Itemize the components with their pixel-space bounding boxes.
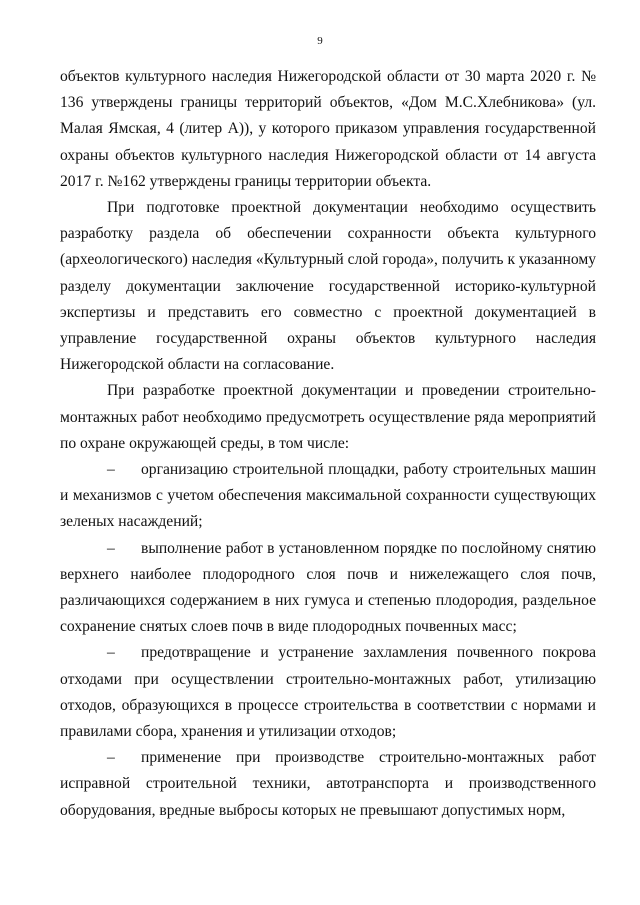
list-item <box>60 536 596 641</box>
list-item <box>60 457 596 536</box>
paragraph-continuation: объектов культурного наследия Нижегородской области от 30 марта 2020 г. № 136 утверждены границы территорий объектов, «Дом М.С.Хлебникова» (ул. Малая Ямская, 4 (литер А)), у которого приказом управления государственной охраны объектов культурного наследия Нижегородской области от 14 августа 2017 г. №162 утверждены границы территории объекта. <box>60 68 596 190</box>
page-number: 9 <box>317 35 323 47</box>
dash-marker: – <box>107 539 115 557</box>
dash-marker: – <box>107 461 115 479</box>
list-item <box>60 640 596 745</box>
dash-marker: – <box>107 749 115 767</box>
list-item <box>60 745 596 824</box>
list-item-text: предотвращение и устранение захламления почвенного покрова отходами при осуществлении строительно-монтажных работ, утилизацию отходов, образующихся в процессе строительства в соответствии с нормами и правилами сбора, хранения и утилизации отходов; <box>60 644 596 741</box>
paragraph-design-documentation: При подготовке проектной документации необходимо осуществить разработку раздела об обеспечении сохранности объекта культурного (археологического) наследия «Культурный слой города», получить к указанному разделу документации заключение государственной историко-культурной экспертизы и представить его совместно с проектной документацией в управление государственной охраны объектов культурного наследия Нижегородской области на согласование. <box>60 199 596 374</box>
list-item-text: выполнение работ в установленном порядке по послойному снятию верхнего наиболее плодородного слоя почв и нижележащего слоя почв, различающихся содержанием в них гумуса и степенью плодородия, раздельное сохранение снятых слоев почв в виде плодородных почвенных масс; <box>60 539 596 636</box>
paragraph-environmental-measures: При разработке проектной документации и проведении строительно-монтажных работ необходимо предусмотреть осуществление ряда мероприятий по охране окружающей среды, в том числе: <box>60 382 596 452</box>
list-item-text: организацию строительной площадки, работу строительных машин и механизмов с учетом обеспечения максимальной сохранности существующих зеленых насаждений; <box>60 461 596 531</box>
dash-marker: – <box>107 644 115 662</box>
list-item-text: применение при производстве строительно-монтажных работ исправной строительной техники, автотранспорта и производственного оборудования, вредные выбросы которых не превышают допустимых норм, <box>60 749 596 819</box>
document-body <box>60 64 596 824</box>
